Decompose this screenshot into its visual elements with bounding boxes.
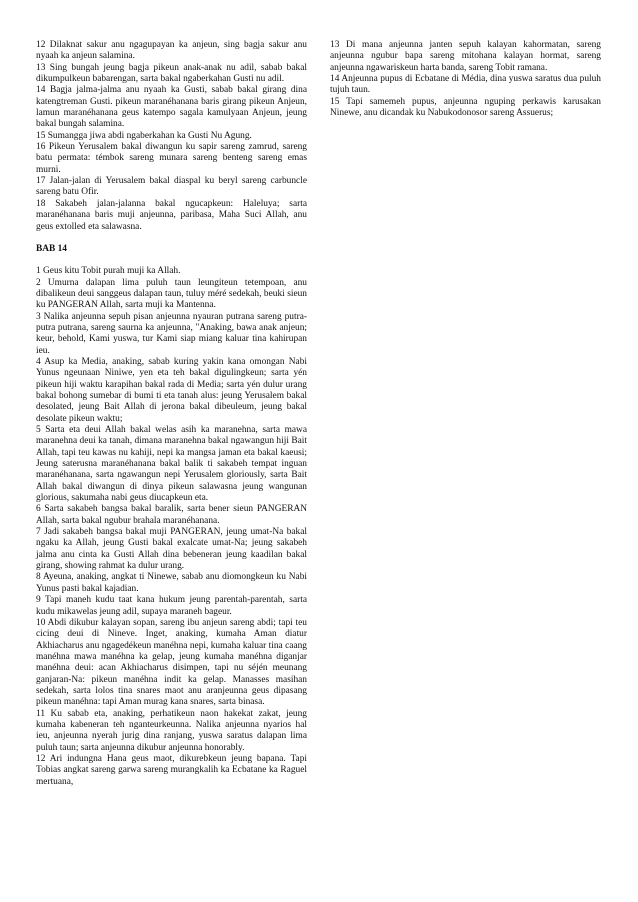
verse-14-1: 1 Geus kitu Tobit purah muji ka Allah. <box>36 266 181 277</box>
verse-14-11: 11 Ku sabab eta, anaking, perhatikeun naon hakekat zakat, jeung kumaha kabeneran teh nganteurkeunna. Nalika anjeunna nyarios hal ieu, anjeunna nyerah jurig dina ranjang, yuswa saratus dalapan lima puluh taun; sarta anjeunna dikubur anjeunna honorably. <box>36 708 307 753</box>
verse-13-13: 13 Sing bungah jeung bagja pikeun anak-anak nu adil, sabab bakal dikumpulkeun babarengan, sarta bakal ngaberkahan Gusti nu adil. <box>36 62 307 85</box>
verse-13-17: 17 Jalan-jalan di Yerusalem bakal diaspal ku beryl sareng carbuncle sareng batu Ofir. <box>36 176 307 198</box>
verse-13-12: 12 Dilaknat sakur anu ngagupayan ka anjeun, sing bagja sakur anu nyaah ka anjeun salamina. <box>36 40 307 62</box>
verse-13-14: 14 Bagja jalma-jalma anu nyaah ka Gusti, sabab bakal girang dina katengtreman Gusti. pikeun maranéhanana baris girang pikeun Anjeun, lamun maranéhanana geus katempo sagala kamulyaan Anjeun, jeung bakal bungah salamina. <box>36 85 307 130</box>
verse-14-15: 15 Tapi samemeh pupus, anjeunna nguping perkawis karusakan Ninewe, anu dicandak ku Nabukodonosor sareng Assuerus; <box>330 96 601 119</box>
verse-14-7: 7 Jadi sakabeh bangsa bakal muji PANGERAN, jeung umat-Na bakal ngaku ka Allah, jeung Gusti bakal exalcate umat-Na; jeung sakabeh jalma anu cinta ka Gusti Allah dina bebeneran jeung kaadilan bakal girang, showing rahmat ka dulur urang. <box>36 527 307 572</box>
verse-14-5: 5 Sarta eta deui Allah bakal welas asih ka maranehna, sarta mawa maranehna deui ka tanah, dimana maranehna bakal ngawangun hiji Bait Allah, tapi teu kawas nu kahiji, nepi ka mangsa jaman eta bakal kaeusi; Jeung saterusna maranéhanana bakal balik ti sakabeh tempat inguan maranéhanana, sarta ngawangun nepi Yerusalem gloriously, sarta Bait Allah bakal diwangun di dinya pikeun salawasna jeung wangunan glorious, sakumaha nabi geus diucapkeun eta. <box>36 425 307 504</box>
verse-14-4: 4 Asup ka Media, anaking, sabab kuring yakin kana omongan Nabi Yunus ngeunaan Niniwe, yen eta teh bakal digulingkeun; sarta yén pikeun hiji waktu karapihan bakal rada di Media; sarta yén dulur urang bakal bohong sumebar di bumi ti eta tanah alus: jeung Yerusalem bakal desolated, jeung Bait Allah di jerona bakal dibeuleum, jeung bakal desolate pikeun waktu; <box>36 356 307 424</box>
right-column <box>330 40 601 119</box>
chapter-heading: BAB 14 <box>36 243 67 254</box>
verse-14-12: 12 Ari indungna Hana geus maot, dikurebkeun jeung bapana. Tapi Tobias angkat sareng garwa sareng murangkalih ka Ecbatane ka Raguel mertuana, <box>36 753 307 787</box>
verse-14-9: 9 Tapi maneh kudu taat kana hukum jeung parentah-parentah, sarta kudu mikawelas jeung adil, supaya maraneh bageur. <box>36 595 307 617</box>
verse-14-3: 3 Nalika anjeunna sepuh pisan anjeunna nyauran putrana sareng putra-putra putrana, sareng saurna ka anjeunna, "Anaking, bawa anak anjeun; keur, behold, Kami yuswa, tur Kami siap miang kaluar tina kahirupan ieu. <box>36 311 307 356</box>
verse-14-14: 14 Anjeunna pupus di Ecbatane di Média, dina yuswa saratus dua puluh tujuh taun. <box>330 74 601 96</box>
verse-14-8: 8 Ayeuna, anaking, angkat ti Ninewe, sabab anu diomongkeun ku Nabi Yunus pasti bakal kajadian. <box>36 572 307 594</box>
verse-14-10: 10 Abdi dikubur kalayan sopan, sareng ibu anjeun sareng abdi; tapi teu cicing deui di Nineve. Inget, anaking, kumaha Aman diatur Akhiacharus anu ngagedékeun manéhna nepi, kumaha kaluar tina caang manéhna mawa manéhna ka gelap, jeung kumaha manéhna diganjar manéhna deui: acan Akhiacharus disimpen, tapi nu séjén meunang ganjaran-Na: pikeun manéhna indit ka gelap. Manasses masihan sedekah, sarta lolos tina snares maot anu aranjeunna geus dipasang pikeun manéhna: tapi Aman murag kana snares, sarta binasa. <box>36 617 307 708</box>
verse-13-18: 18 Sakabeh jalan-jalanna bakal ngucapkeun: Haleluya; sarta maranéhanana baris muji anjeunna, paribasa, Maha Suci Allah, anu geus extolled eta salawasna. <box>36 198 307 232</box>
verse-14-13: 13 Di mana anjeunna janten sepuh kalayan kahormatan, sareng anjeunna ngubur bapa sareng mitohana kalayan hormat, sareng anjeunna ngawariskeun harta banda, sareng Tobit ramana. <box>330 40 601 73</box>
left-column <box>36 40 307 788</box>
verse-14-6: 6 Sarta sakabeh bangsa bakal baralik, sarta bener sieun PANGERAN Allah, sarta bakal ngubur brahala maranéhanana. <box>36 504 307 526</box>
verse-14-2: 2 Umurna dalapan lima puluh taun leungiteun tetempoan, anu dibalikeun deui sanggeus dalapan taun, tuluy méré sedekah, beuki sieun ku PANGERAN Allah, sarta muji ka Mantenna. <box>36 277 307 311</box>
verse-13-15: 15 Sumangga jiwa abdi ngaberkahan ka Gusti Nu Agung. <box>36 130 252 141</box>
verse-13-16: 16 Pikeun Yerusalem bakal diwangun ku sapir sareng zamrud, sareng batu permata: témbok sareng munara sareng benteng sareng emas murni. <box>36 142 307 175</box>
